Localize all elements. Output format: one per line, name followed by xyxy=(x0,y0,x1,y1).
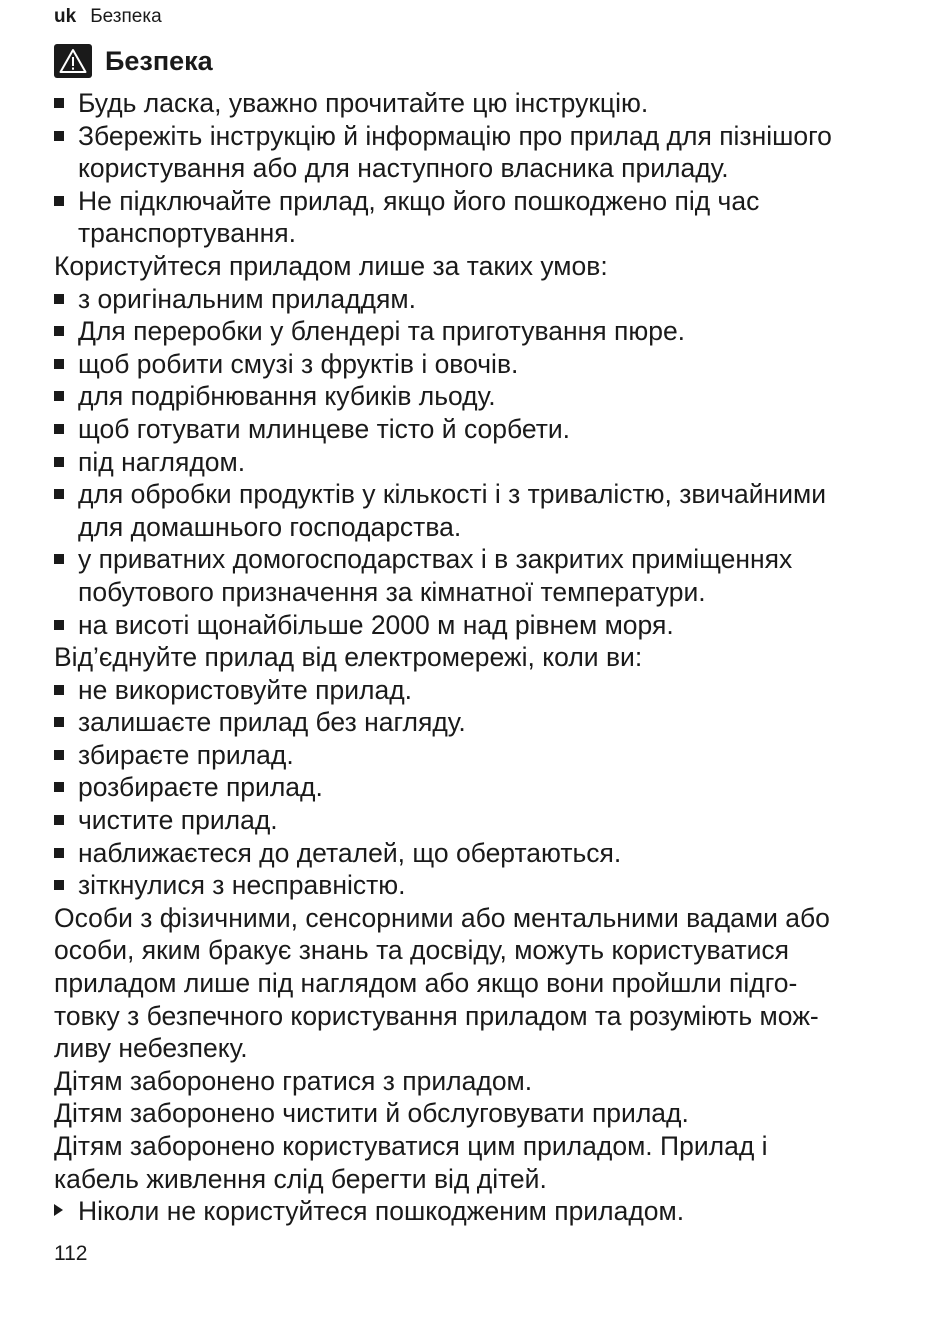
list-item xyxy=(54,478,884,511)
list-item xyxy=(54,87,884,120)
list-item xyxy=(54,609,884,642)
line-text: кабель живлення слід берегти від дітей. xyxy=(54,1163,547,1194)
bullet-marker xyxy=(54,771,78,804)
square-bullet-icon xyxy=(54,196,64,206)
line-text: наближаєтеся до деталей, що обертаються. xyxy=(78,837,622,868)
square-bullet-icon xyxy=(54,848,64,858)
line-text: для подрібнювання кубиків льоду. xyxy=(78,381,496,412)
language-code: uk xyxy=(54,6,77,27)
bullet-marker xyxy=(54,413,78,446)
line-text: Особи з фізичними, сенсорними або ментальними вадами або xyxy=(54,902,830,933)
line-text: Не підключайте прилад, якщо його пошкоджено під час xyxy=(78,185,760,216)
line-text: чистите прилад. xyxy=(78,805,278,836)
bullet-marker xyxy=(54,120,78,153)
line-text: товку з безпечного користування приладом та розуміють мож- xyxy=(54,1000,819,1031)
line-text: побутового призначення за кімнатної температури. xyxy=(78,576,706,607)
line-text: щоб робити смузі з фруктів і овочів. xyxy=(78,348,519,379)
line-text: на висоті щонайбільше 2000 м над рівнем моря. xyxy=(78,609,674,640)
square-bullet-icon xyxy=(54,815,64,825)
list-item xyxy=(54,543,884,576)
line-text: транспортування. xyxy=(78,218,296,249)
paragraph-line xyxy=(54,641,884,674)
bullet-marker xyxy=(54,543,78,576)
list-item xyxy=(54,706,884,739)
warning-icon xyxy=(54,44,92,78)
square-bullet-icon xyxy=(54,424,64,434)
line-text: у приватних домогосподарствах і в закритих приміщеннях xyxy=(78,544,793,575)
page-number: 112 xyxy=(54,1242,88,1265)
line-text: збираєте прилад. xyxy=(78,739,294,770)
list-item xyxy=(54,217,884,250)
list-item xyxy=(54,283,884,316)
list-item xyxy=(54,315,884,348)
square-bullet-icon xyxy=(54,554,64,564)
bullet-marker xyxy=(54,609,78,642)
line-text: Від’єднуйте прилад від електромережі, коли ви: xyxy=(54,642,643,673)
list-item xyxy=(54,446,884,479)
bullet-marker xyxy=(54,87,78,120)
line-text: для домашнього господарства. xyxy=(78,511,462,542)
line-text: користування або для наступного власника приладу. xyxy=(78,153,729,184)
line-text: Збережіть інструкцію й інформацію про прилад для пізнішого xyxy=(78,120,832,151)
bullet-marker xyxy=(54,804,78,837)
paragraph-line xyxy=(54,902,884,935)
page-title: Безпека xyxy=(105,45,213,76)
line-text: розбираєте прилад. xyxy=(78,772,323,803)
action-marker xyxy=(54,1195,78,1228)
paragraph-line xyxy=(54,934,884,967)
bullet-marker xyxy=(54,446,78,479)
list-item xyxy=(54,869,884,902)
list-item xyxy=(54,771,884,804)
line-text: Дітям заборонено чистити й обслуговувати прилад. xyxy=(54,1098,689,1129)
indent-spacer xyxy=(54,152,78,185)
bullet-marker xyxy=(54,706,78,739)
line-text: з оригінальним приладдям. xyxy=(78,283,416,314)
bullet-marker xyxy=(54,315,78,348)
bullet-marker xyxy=(54,348,78,381)
square-bullet-icon xyxy=(54,294,64,304)
section-title-row xyxy=(54,44,213,78)
square-bullet-icon xyxy=(54,359,64,369)
paragraph-line xyxy=(54,250,884,283)
line-text: Будь ласка, уважно прочитайте цю інструкцію. xyxy=(78,88,649,118)
line-text: під наглядом. xyxy=(78,446,246,477)
paragraph-line xyxy=(54,1000,884,1033)
square-bullet-icon xyxy=(54,880,64,890)
line-text: Дітям заборонено користуватися цим приладом. Прилад і xyxy=(54,1131,768,1161)
square-bullet-icon xyxy=(54,717,64,727)
line-text: Для переробки у блендері та приготування пюре. xyxy=(78,316,686,347)
line-text: особи, яким бракує знань та досвіду, можуть користуватися xyxy=(54,935,790,966)
line-text: приладом лише під наглядом або якщо вони пройшли підго- xyxy=(54,968,798,999)
line-text: Ніколи не користуйтеся пошкодженим приладом. xyxy=(78,1196,685,1227)
list-item xyxy=(54,576,884,609)
square-bullet-icon xyxy=(54,620,64,630)
running-header xyxy=(54,6,162,28)
square-bullet-icon xyxy=(54,489,64,499)
paragraph-line xyxy=(54,967,884,1000)
indent-spacer xyxy=(54,576,78,609)
list-item xyxy=(54,152,884,185)
line-text: зіткнулися з несправністю. xyxy=(78,870,406,901)
bullet-marker xyxy=(54,185,78,218)
bullet-marker xyxy=(54,837,78,870)
indent-spacer xyxy=(54,217,78,250)
safety-text xyxy=(54,87,884,1228)
list-item xyxy=(54,413,884,446)
square-bullet-icon xyxy=(54,685,64,695)
bullet-marker xyxy=(54,869,78,902)
list-item xyxy=(54,380,884,413)
line-text: не використовуйте прилад. xyxy=(78,674,413,705)
bullet-marker xyxy=(54,478,78,511)
list-item xyxy=(54,185,884,218)
bullet-marker xyxy=(54,380,78,413)
triangle-arrow-icon xyxy=(54,1204,63,1216)
square-bullet-icon xyxy=(54,98,64,108)
bullet-marker xyxy=(54,739,78,772)
list-item xyxy=(54,804,884,837)
line-text: для обробки продуктів у кількості і з тривалістю, звичайними xyxy=(78,479,827,510)
square-bullet-icon xyxy=(54,750,64,760)
square-bullet-icon xyxy=(54,326,64,336)
list-item xyxy=(54,837,884,870)
square-bullet-icon xyxy=(54,457,64,467)
square-bullet-icon xyxy=(54,391,64,401)
action-item xyxy=(54,1195,884,1228)
list-item xyxy=(54,120,884,153)
paragraph-line xyxy=(54,1163,884,1196)
list-item xyxy=(54,674,884,707)
line-text: Користуйтеся приладом лише за таких умов: xyxy=(54,250,608,281)
line-text: щоб готувати млинцеве тісто й сорбети. xyxy=(78,413,571,444)
bullet-marker xyxy=(54,283,78,316)
square-bullet-icon xyxy=(54,782,64,792)
list-item xyxy=(54,739,884,772)
bullet-marker xyxy=(54,674,78,707)
line-text: Дітям заборонено гратися з приладом. xyxy=(54,1065,533,1096)
list-item xyxy=(54,511,884,544)
line-text: залишаєте прилад без нагляду. xyxy=(78,707,466,738)
paragraph-line xyxy=(54,1065,884,1098)
paragraph-line xyxy=(54,1130,884,1163)
header-section: Безпека xyxy=(90,6,162,27)
list-item xyxy=(54,348,884,381)
paragraph-line xyxy=(54,1032,884,1065)
line-text: ливу небезпеку. xyxy=(54,1033,248,1064)
square-bullet-icon xyxy=(54,131,64,141)
paragraph-line xyxy=(54,1097,884,1130)
indent-spacer xyxy=(54,511,78,544)
